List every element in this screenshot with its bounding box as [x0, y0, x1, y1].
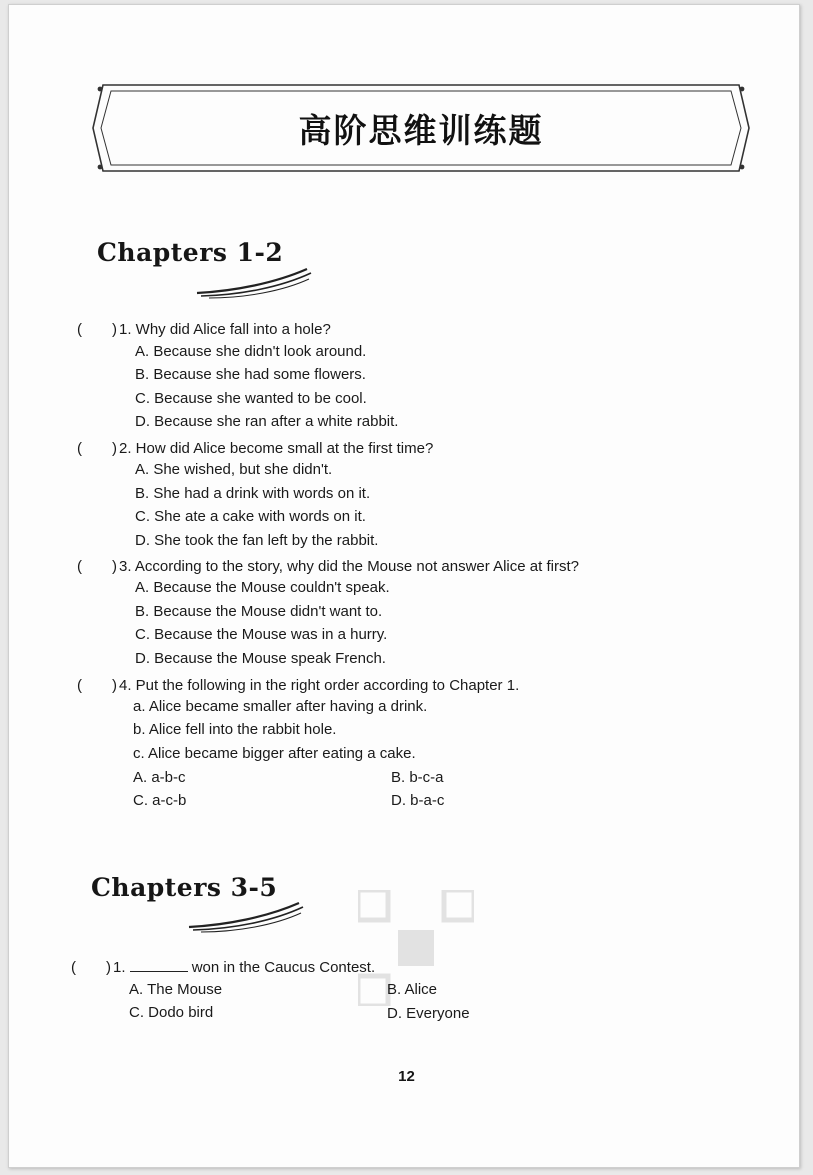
option-b: B. Because she had some flowers. — [135, 366, 366, 383]
question-text: 4. Put the following in the right order according to Chapter 1. — [119, 677, 520, 694]
bleed-through — [479, 210, 493, 230]
option-b: B. Alice — [387, 981, 438, 998]
option-c: C. a-c-b — [133, 792, 187, 809]
option-a: A. Because she didn't look around. — [135, 343, 367, 360]
order-item-b: b. Alice fell into the rabbit hole. — [133, 721, 337, 738]
option-a: A. The Mouse — [129, 981, 223, 998]
option-d: D. She took the fan left by the rabbit. — [135, 532, 379, 549]
answer-bracket[interactable]: ( ) — [77, 321, 117, 338]
option-d: D. b-a-c — [391, 792, 445, 809]
swoosh-decoration-icon — [187, 901, 307, 933]
option-c: C. Because she wanted to be cool. — [135, 390, 367, 407]
question-1 — [77, 318, 331, 339]
question-text: 1. Why did Alice fall into a hole? — [119, 321, 331, 338]
option-c: C. She ate a cake with words on it. — [135, 508, 366, 525]
question-3-5-1 — [71, 956, 375, 977]
title-banner — [91, 83, 751, 173]
option-a: A. Because the Mouse couldn't speak. — [135, 579, 390, 596]
answer-bracket[interactable]: ( ) — [77, 440, 117, 457]
option-a: A. She wished, but she didn't. — [135, 461, 333, 478]
option-d: D. Everyone — [387, 1005, 470, 1022]
section-heading-chapters-3-5: Chapters 3-5 — [91, 873, 278, 902]
question-text: 3. According to the story, why did the Mouse not answer Alice at first? — [119, 558, 579, 575]
question-3 — [77, 555, 579, 576]
option-c: C. Because the Mouse was in a hurry. — [135, 626, 388, 643]
swoosh-decoration-icon — [195, 267, 315, 299]
answer-bracket[interactable]: ( ) — [77, 558, 117, 575]
answer-bracket[interactable]: ( ) — [71, 959, 111, 976]
question-4 — [77, 674, 519, 695]
option-d: D. Because she ran after a white rabbit. — [135, 413, 399, 430]
option-b: B. Because the Mouse didn't want to. — [135, 603, 383, 620]
question-text: 2. How did Alice become small at the first time? — [119, 440, 434, 457]
worksheet-page — [8, 4, 800, 1168]
section-heading-chapters-1-2: Chapters 1-2 — [97, 238, 284, 267]
order-item-a: a. Alice became smaller after having a drink. — [133, 698, 428, 715]
page-title: 高阶思维训练题 — [298, 111, 544, 150]
fill-in-blank[interactable] — [130, 959, 188, 972]
option-b: B. She had a drink with words on it. — [135, 485, 371, 502]
option-d: D. Because the Mouse speak French. — [135, 650, 386, 667]
page-number: 12 — [398, 1068, 415, 1085]
option-a: A. a-b-c — [133, 769, 186, 786]
question-2 — [77, 437, 433, 458]
question-number: 1. — [113, 959, 126, 976]
question-text: won in the Caucus Contest. — [191, 959, 376, 976]
option-b: B. b-c-a — [391, 769, 444, 786]
answer-bracket[interactable]: ( ) — [77, 677, 117, 694]
order-item-c: c. Alice became bigger after eating a cake. — [133, 745, 416, 762]
option-c: C. Dodo bird — [129, 1004, 214, 1021]
